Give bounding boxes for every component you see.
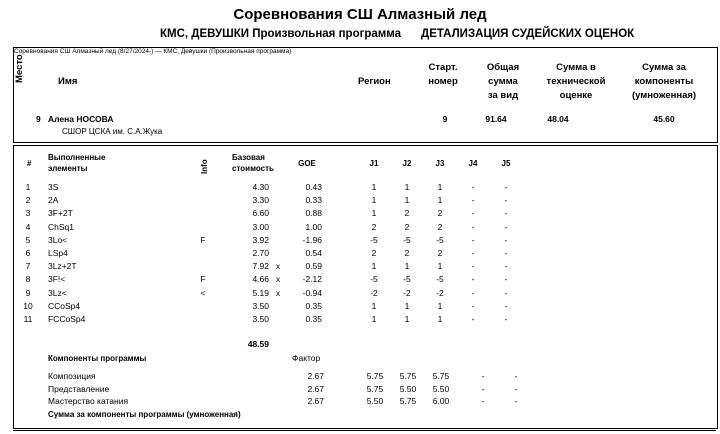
region-header: Регион	[358, 76, 391, 87]
element-base: 6.60	[252, 208, 269, 219]
start-number-header-1: Старт.	[428, 62, 458, 73]
element-base: 2.70	[252, 248, 269, 258]
element-name: LSp4	[48, 248, 68, 258]
element-name: FCCoSp4	[48, 314, 86, 324]
total-header-2: сумма	[488, 76, 518, 87]
element-j4: -	[471, 195, 475, 206]
skater-pcs: 45.60	[653, 114, 675, 124]
element-goe: 0.59	[305, 261, 322, 272]
component-j3: 5.50	[432, 383, 450, 394]
element-j4: -	[471, 208, 475, 219]
element-name: ChSq1	[48, 221, 74, 232]
element-j1: 2	[371, 248, 377, 258]
element-j2: 1	[404, 261, 410, 272]
name-header: Имя	[58, 76, 78, 87]
element-j5: -	[504, 208, 508, 219]
component-j5: -	[514, 383, 518, 394]
element-j5: -	[504, 274, 508, 285]
page-title: Соревнования СШ Алмазный лед	[233, 6, 487, 23]
component-j5: -	[514, 396, 518, 406]
j4-header: J4	[468, 159, 478, 168]
element-num: 10	[23, 300, 33, 311]
base-total: 48.59	[247, 339, 269, 349]
element-j5: -	[504, 287, 508, 298]
element-goe: 0.54	[305, 248, 322, 258]
element-j2: 1	[404, 300, 410, 311]
element-j4: -	[471, 248, 475, 258]
element-goe: 0.88	[305, 208, 322, 219]
report-subtitle: ДЕТАЛИЗАЦИЯ СУДЕЙСКИХ ОЦЕНОК	[421, 28, 635, 40]
element-name: CCoSp4	[48, 300, 81, 311]
j3-header: J3	[435, 159, 445, 168]
element-goe: 1.00	[305, 221, 322, 232]
j5-header: J5	[501, 159, 511, 168]
element-j3: 1	[437, 261, 443, 272]
element-base: 3.50	[252, 314, 269, 324]
category-subtitle: КМС, ДЕВУШКИ Произвольная программа	[160, 28, 402, 40]
element-x: x	[275, 287, 281, 298]
element-num: 8	[25, 274, 31, 285]
element-j5: -	[504, 261, 508, 272]
element-j1: 1	[371, 314, 377, 324]
component-j3: 5.75	[432, 371, 450, 381]
base-header-1: Базовая	[232, 153, 265, 162]
component-name: Композиция	[48, 371, 96, 381]
element-j5: -	[504, 300, 508, 311]
element-j5: -	[504, 314, 508, 324]
skater-club: СШОР ЦСКА им. С.А.Жука	[62, 127, 163, 136]
element-num: 6	[25, 248, 31, 258]
element-j4: -	[471, 182, 475, 192]
element-info: F	[200, 274, 206, 285]
element-j5: -	[504, 182, 508, 192]
j2-header: J2	[402, 159, 412, 168]
element-j3: 2	[437, 208, 443, 219]
element-info: <	[200, 287, 206, 298]
element-name: 2A	[48, 195, 59, 206]
tes-header-3: оценке	[559, 90, 593, 101]
total-header-1: Общая	[486, 62, 520, 73]
element-j3: 2	[437, 221, 443, 232]
element-num: 4	[25, 221, 31, 232]
component-factor: 2.67	[307, 396, 324, 406]
component-j1: 5.75	[366, 383, 384, 394]
element-goe: 0.35	[305, 300, 322, 311]
component-factor: 2.67	[307, 383, 324, 394]
element-goe: -1.96	[302, 234, 322, 245]
element-j4: -	[471, 287, 475, 298]
element-j2: 1	[404, 195, 410, 206]
skater-tes: 48.04	[547, 114, 569, 124]
elements-header-2: элементы	[48, 164, 88, 173]
element-j2: -5	[403, 274, 411, 285]
element-j3: -2	[436, 287, 444, 298]
components-title: Компоненты программы	[48, 354, 147, 363]
element-j2: 1	[404, 182, 410, 192]
skater-place: 9	[36, 114, 41, 124]
component-j3: 6.00	[432, 396, 450, 406]
tes-header-1: Сумма в	[556, 62, 596, 73]
element-name: 3F!<	[48, 274, 66, 285]
element-base: 5.19	[252, 287, 269, 298]
element-base: 4.66	[252, 274, 269, 285]
component-factor: 2.67	[307, 371, 324, 381]
element-goe: 0.43	[305, 182, 322, 192]
element-j5: -	[504, 195, 508, 206]
element-name: 3F+2T	[48, 208, 73, 219]
element-name: 3S	[48, 182, 59, 192]
element-j4: -	[471, 274, 475, 285]
pcs-header-1: Сумма за	[642, 62, 686, 73]
element-j2: 2	[404, 208, 410, 219]
element-j1: 1	[371, 261, 377, 272]
skater-start-number: 9	[442, 114, 448, 124]
component-j2: 5.75	[399, 371, 417, 381]
element-j1: 1	[371, 300, 377, 311]
element-j2: 2	[404, 248, 410, 258]
element-j3: 1	[437, 300, 443, 311]
goe-header: GOE	[298, 159, 316, 168]
component-j4: -	[481, 396, 485, 406]
element-j3: -5	[436, 234, 444, 245]
start-number-header-2: номер	[428, 76, 458, 87]
tes-header-2: технической	[546, 76, 606, 87]
element-j3: 1	[437, 182, 443, 192]
element-j4: -	[471, 221, 475, 232]
component-name: Представление	[48, 383, 110, 394]
element-j1: 1	[371, 182, 377, 192]
component-name: Мастерство катания	[48, 396, 129, 406]
element-num: 7	[25, 261, 31, 272]
element-j4: -	[471, 234, 475, 245]
component-j1: 5.50	[366, 396, 384, 406]
element-num: 3	[25, 208, 31, 219]
element-goe: -2.12	[302, 274, 322, 285]
element-j1: -2	[370, 287, 378, 298]
element-j3: 1	[437, 314, 443, 324]
element-x: x	[275, 261, 281, 272]
element-x: x	[275, 274, 281, 285]
element-j2: 2	[404, 221, 410, 232]
element-name: 3Lz+2T	[48, 261, 77, 272]
component-j4: -	[481, 383, 485, 394]
element-base: 3.92	[252, 234, 269, 245]
element-j5: -	[504, 221, 508, 232]
element-j5: -	[504, 234, 508, 245]
element-j3: -5	[436, 274, 444, 285]
element-name: 3Lo<	[48, 234, 68, 245]
elements-header-1: Выполненные	[48, 153, 106, 162]
element-base: 3.50	[252, 300, 269, 311]
factor-header: Фактор	[292, 353, 321, 363]
element-j2: -2	[403, 287, 411, 298]
element-base: 3.00	[252, 221, 269, 232]
element-num: 2	[25, 195, 31, 206]
element-j1: -5	[370, 274, 378, 285]
component-j2: 5.50	[399, 383, 417, 394]
element-num: 11	[23, 314, 33, 324]
element-base: 7.92	[252, 261, 269, 272]
place-header: Место	[14, 54, 25, 83]
bottom-divider	[13, 430, 716, 431]
component-j4: -	[481, 371, 485, 381]
skater-name: Алена НОСОВА	[48, 114, 114, 124]
element-j1: 1	[371, 195, 377, 206]
element-base: 4.30	[252, 182, 269, 192]
element-num: 5	[25, 234, 31, 245]
element-j4: -	[471, 261, 475, 272]
base-header-2: стоимость	[232, 164, 274, 173]
element-j3: 2	[437, 248, 443, 258]
pcs-header-3: (умноженная)	[631, 90, 697, 101]
element-j1: 2	[371, 221, 377, 232]
element-j1: -5	[370, 234, 378, 245]
element-j3: 1	[437, 195, 443, 206]
element-goe: -0.94	[302, 287, 322, 298]
element-num: 9	[25, 287, 31, 298]
element-info: F	[200, 234, 206, 245]
element-base: 3.30	[252, 195, 269, 206]
element-goe: 0.33	[305, 195, 322, 206]
elements-num-header: #	[27, 159, 32, 168]
skater-total: 91.64	[485, 114, 507, 124]
info-header: Info	[200, 159, 209, 174]
element-j4: -	[471, 314, 475, 324]
component-j5: -	[514, 371, 518, 381]
pcs-header-2: компоненты	[634, 76, 694, 87]
box-caption: Соревнования СШ Алмазный лед (8/27/2024-) — КМС, Девушки (Произвольная программа)	[14, 48, 292, 55]
components-total-label: Сумма за компоненты программы (умноженная)	[48, 410, 241, 419]
element-goe: 0.35	[305, 314, 322, 324]
element-j4: -	[471, 300, 475, 311]
j1-header: J1	[369, 159, 379, 168]
element-name: 3Lz<	[48, 287, 67, 298]
element-j2: -5	[403, 234, 411, 245]
component-j1: 5.75	[366, 371, 384, 381]
element-j2: 1	[404, 314, 410, 324]
total-header-3: за вид	[487, 90, 519, 101]
component-j2: 5.75	[399, 396, 417, 406]
element-j5: -	[504, 248, 508, 258]
element-j1: 1	[371, 208, 377, 219]
element-num: 1	[25, 182, 31, 192]
